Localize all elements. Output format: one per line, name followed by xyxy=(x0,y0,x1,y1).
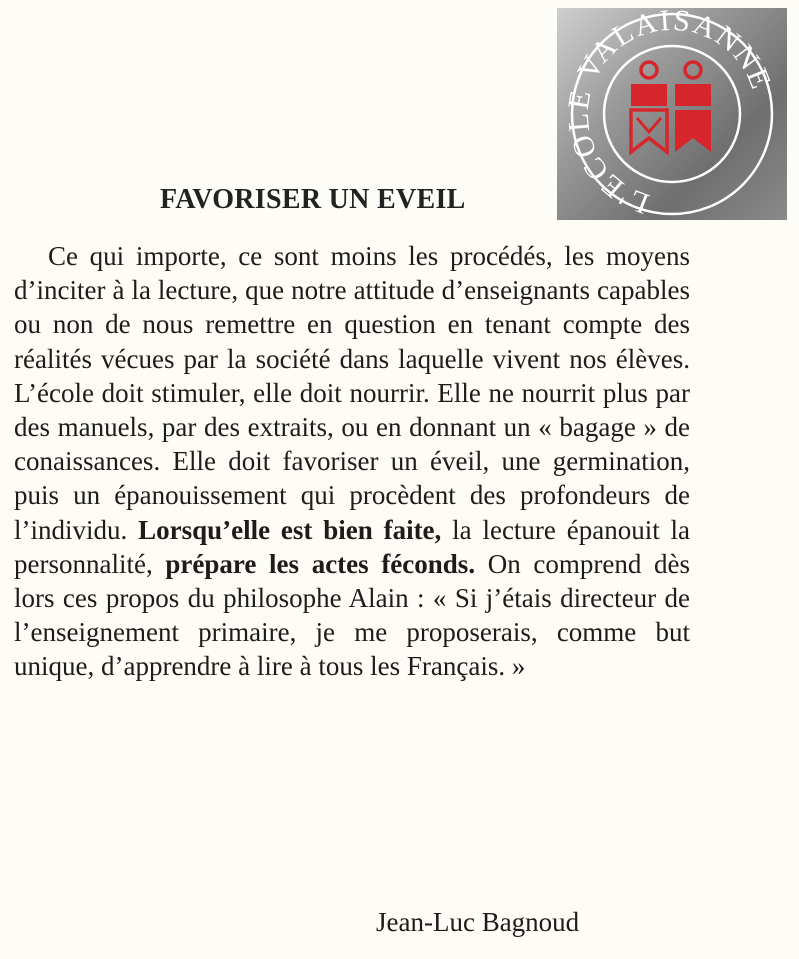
body-text-part-2: la lecture épanouit la personnalité, xyxy=(14,514,691,579)
logo-right-figure xyxy=(675,62,711,152)
ecole-valaisanne-logo xyxy=(557,8,787,220)
body-text-part-1: Ce qui importe, ce sont moins les procédés, les moyens d’inciter à la lecture, que notre attitude d’enseignants capables ou non de nous remettre en question en tenant compte des réalités vécues par la société dans laquelle vivent nos élèves. L’école doit stimuler, elle doit nourrir. Elle ne nourrit plus par des manuels, par des extraits, ou en donnant un « bagage » de conaissances. Elle doit favoriser un éveil, une germination, puis un épanouissement qui procèdent des profondeurs de l’individu. xyxy=(14,241,690,545)
body-bold-phrase-2: prépare les actes féconds. xyxy=(165,548,476,579)
logo-emblem xyxy=(557,8,787,220)
body-text-part-3: On comprend dès lors ces propos du philosophe Alain : « Si j’étais directeur de l’enseignement primaire, je me proposerais, comme but unique, d’apprendre à lire à tous les Français. » xyxy=(14,548,691,682)
article-body xyxy=(14,239,690,684)
body-bold-phrase-1: Lorsqu’elle est bien faite, xyxy=(138,514,442,545)
logo-left-figure xyxy=(631,62,667,152)
logo-ring-text: L'ECOLE VALAISANNE xyxy=(561,8,778,220)
article-title: FAVORISER UN EVEIL xyxy=(160,184,466,215)
author-signature: Jean-Luc Bagnoud xyxy=(376,907,580,937)
